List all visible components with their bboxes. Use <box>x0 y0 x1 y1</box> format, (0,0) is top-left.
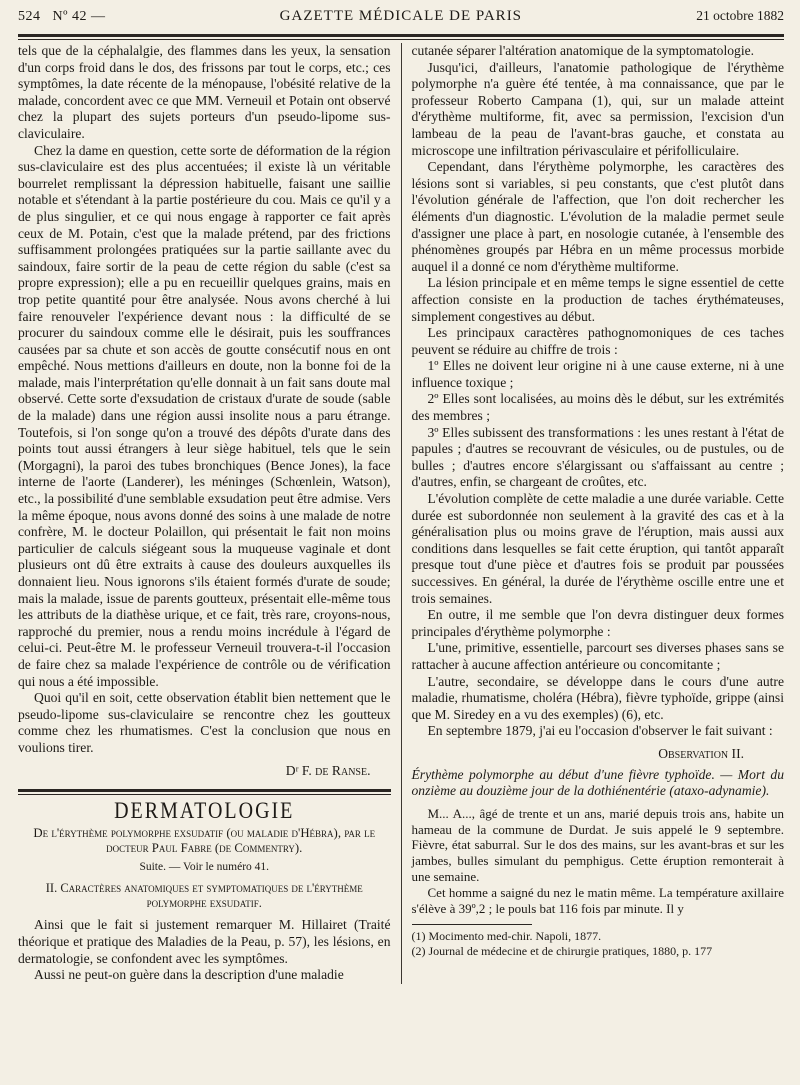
footnote: (2) Journal de médecine et de chirurgie pratiques, 1880, p. 177 <box>411 944 713 959</box>
paragraph: 3º Elles subissent des transformations : les unes restant à l'état de papules ; d'autres se recouvrant de vésicules, ou de pustules, ou de bulles ; d'autres encore s'élargissant ou s'affaissant au centre ; d'autres, enfin, se chargeant de croûtes, etc. <box>411 424 784 490</box>
paragraph: tels que de la céphalalgie, des flammes dans les yeux, la sensation d'un corps froid dans le dos, des frissons par tout le corps, etc.; ces symptômes, la date récente de la ménopause, l'obésité relative de la malade, concordent avec ce que MM. Verneuil et Potain ont observé chez la plupart des sujets porteurs d'un pseudo-lipome sus-claviculaire. <box>18 43 391 141</box>
paragraph: cutanée séparer l'altération anatomique de la symptomatologie. <box>411 43 755 58</box>
observation-title: Observation II. <box>658 745 744 761</box>
article-title: De l'érythème polymorphe exsudatif (ou maladie d'Hébra), par le docteur Paul Fabre (de Commentry). <box>33 825 376 855</box>
paragraph: Cependant, dans l'érythème polymorphe, les caractères des lésions sont si variables, si peu constants, que c'est plutôt dans l'évolution générale de l'affection, que l'on doit rechercher les éléments d'un diagnostic. L'évolution de la maladie permet seule d'assigner une place à part, en nosologie cutanée, à l'ensemble des phénomènes groupés par Hébra en un même processus morbide auquel il a donné ce nom d'érythème multiforme. <box>411 159 784 274</box>
right-column <box>402 43 785 984</box>
paragraph: Ainsi que le fait si justement remarquer M. Hillairet (Traité théorique et pratique des Maladies de la Peau, p. 57), les lésions, en dermatologie, se confondent avec les symptômes. <box>18 917 391 966</box>
paragraph: Jusqu'ici, d'ailleurs, l'anatomie pathologique de l'érythème polymorphe n'a guère été tentée, à ma connaissance, que par le professeur Roberto Campana (1), qui, sur un malade atteint d'érythème multiforme, fit, avec sa permission, l'excision d'un lambeau de la peau de l'avant-bras gauche, et constata au microscope une infiltration périvasculaire et périfolliculaire. <box>411 59 784 158</box>
section-rule <box>18 789 391 792</box>
header-rule <box>18 34 784 37</box>
two-column-body <box>18 43 784 984</box>
page-number: 524 <box>18 9 41 24</box>
signature: Dʳ F. de Ranse. <box>285 762 371 778</box>
paragraph: La lésion principale et en même temps le signe essentiel de cette affection consiste en la production de taches érythémateuses, simplement congestives au début. <box>411 275 784 324</box>
header-rule-thin <box>18 39 784 40</box>
left-column <box>18 43 402 984</box>
page-header <box>18 8 784 32</box>
footnote: (1) Mocimento med-chir. Napoli, 1877. <box>411 929 602 944</box>
paragraph: Chez la dame en question, cette sorte de déformation de la région sus-claviculaire est des plus accentuées; il existe là un véritable bourrelet remplissant la dépression habituelle, faisant une saillie notable et s'étendant à la partie postérieure du cou. Mais ce qu'il y a de plus singulier, et ce qui nous engage à rapporter ce fait après ceux de M. Potain, c'est que la malade prétend, par des frictions suffisamment prolongées pratiquées sur la partie saillante avec du saindoux, faire sortir de la peau de cette région du sable (c'est sa propre expression); elle a pu en recueillir quelques grains, mais en trop petite quantité pour être analysée. Nous avons cherché à lui faire renouveler l'expérience devant nous : la difficulté de se procurer du saindoux comme elle le désirait, puis les souffrances causées par sa chute et son accès de goutte consécutif nous en ont empêché. Nous mettions d'ailleurs en doute, non la bonne foi de la malade, mais l'interprétation qu'elle donnait à un fait sans doute mal observé. Cette sorte d'exsudation de cristaux d'urate de soude (sable de la malade) dans une région aussi insolite nous a paru étrange. Toutefois, si l'on songe qu'on a trouvé des dépôts d'urate dans des points tout aussi étrangers à leur siège habituel, tels que le sein (Morgagni), la paroi des tubes bronchiques (Bence Jones), la face interne de l'aorte (Landerer), les méninges (Schœnlein, Watson), etc., la possibilité d'une semblable exsudation peut être admise. Vers la même époque, nous avons donné des soins à une malade de notre confrère, M. le docteur Polaillon, qui présentait le fait non moins particulier de calculs siégeant sous la muqueuse vaginale et dont plusieurs ont dû être extraits à cause des douleurs auxquelles ils donnaient lieu. Nous ignorons s'ils étaient formés d'urate de soude; mais la malade, issue de parents goutteux, présentait elle-même tous les attributs de la diathèse urique, et ce fait, très rare, croyons-nous, rapproché du premier, nous a rendu moins incrédule à l'égard de celui-ci. Peut-être M. le professeur Verneuil trouvera-t-il l'occasion de faire chez sa malade l'expérience de contrôle ou de vérification qui nous a été impossible. <box>18 142 391 689</box>
issue-number: Nº 42 — <box>52 9 106 24</box>
paragraph: En outre, il me semble que l'on devra distinguer deux formes principales d'érythème polymorphe : <box>411 607 784 639</box>
footnote-rule <box>412 924 532 925</box>
section-title: DERMATOLOGIE <box>114 798 295 824</box>
paragraph: L'autre, secondaire, se développe dans le cours d'une autre maladie, rhumatisme, choléra (Hébra), fièvre typhoïde, grippe (ainsi que M. Siredey en a vu des exemples) (6), etc. <box>411 673 784 722</box>
paragraph: 1º Elles ne doivent leur origine ni à une cause externe, ni à une influence toxique ; <box>411 358 784 390</box>
paragraph: L'une, primitive, essentielle, parcourt ses diverses phases sans se rattacher à aucune affection antérieure ou concomitante ; <box>411 640 784 672</box>
chapter-heading: II. Caractères anatomiques et symptomatiques de l'érythème polymorphe exsudatif. <box>45 881 363 911</box>
page-number-issue <box>18 9 105 25</box>
paragraph: En septembre 1879, j'ai eu l'occasion d'observer le fait suivant : <box>427 723 773 739</box>
issue-date: 21 octobre 1882 <box>696 8 784 23</box>
paragraph: M... A..., âgé de trente et un ans, marié depuis trois ans, habite un hameau de la commune de Durdat. Je suis appelé le 9 septembre. Fièvre, état saburral. Sur le dos des mains, sur les avant-bras et sur les jambes, bulles simulant du pemphigus. Cette éruption remonterait à une semaine. <box>411 805 784 884</box>
journal-title: GAZETTE MÉDICALE DE PARIS <box>279 8 523 24</box>
paragraph: 2º Elles sont localisées, au moins dès le début, sur les extrémités des membres ; <box>411 391 784 424</box>
paragraph: Quoi qu'il en soit, cette observation établit bien nettement que le pseudo-lipome sus-claviculaire se rencontre chez les goutteux comme chez les rhumatismes. C'est la conclusion que nous en voulions tirer. <box>18 690 391 755</box>
paragraph: Les principaux caractères pathognomoniques de ces taches peuvent se réduire au chiffre de trois : <box>411 325 784 357</box>
paragraph: Cet homme a saigné du nez le matin même. La température axillaire s'élève à 39º,2 ; le pouls bat 116 fois par minute. Il y <box>411 884 784 916</box>
paragraph: Aussi ne peut-on guère dans la description d'une maladie <box>34 967 344 983</box>
observation-subtitle: Érythème polymorphe au début d'une fièvre typhoïde. — Mort du onzième au douzième jour de la dothiénentérie (ataxo-adynamie). <box>411 766 784 799</box>
section-rule-thin <box>18 794 391 795</box>
continuation-note: Suite. — Voir le numéro 41. <box>139 860 270 873</box>
paragraph: L'évolution complète de cette maladie a une durée variable. Cette durée est subordonnée non seulement à la gravité des cas et à la généralisation plus ou moins grave de l'éruption, mais aussi aux conditions dans lesquelles se fait cette éruption, qui tantôt apparaît presque tout d'une pièce et d'autres fois se produit par poussées successives. En général, la durée de l'érythème oscille entre une et trois semaines. <box>411 491 784 606</box>
